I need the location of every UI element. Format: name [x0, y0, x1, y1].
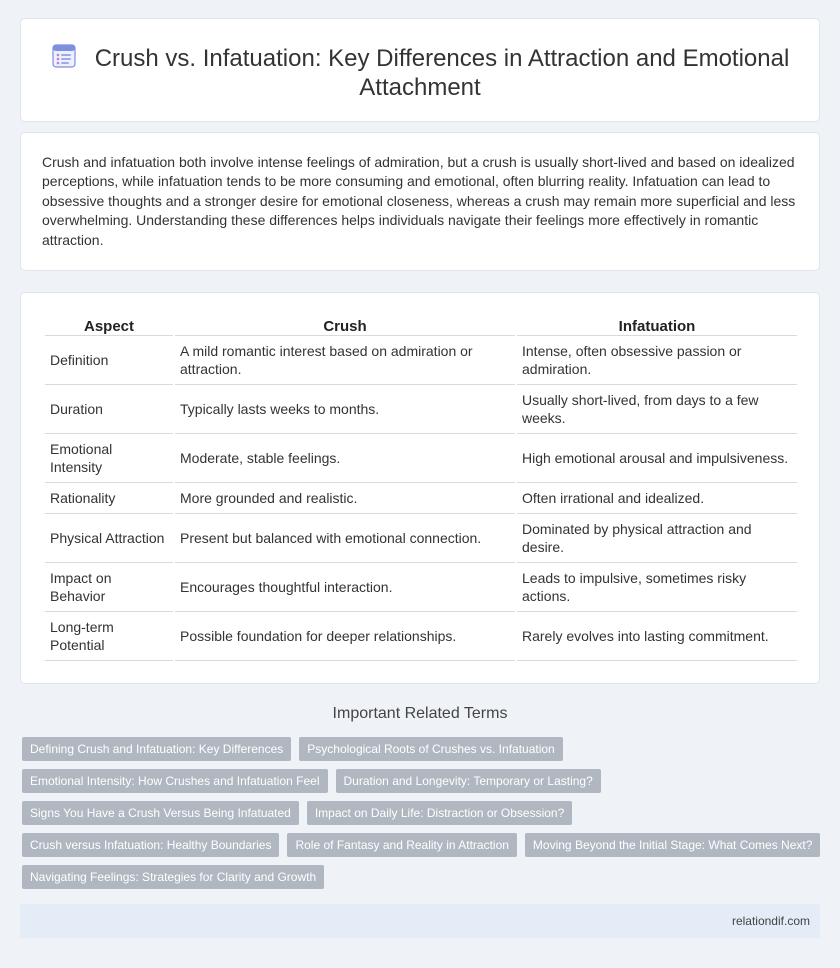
- cell-crush: Present but balanced with emotional connection.: [175, 514, 515, 563]
- cell-crush: Encourages thoughtful interaction.: [175, 563, 515, 612]
- related-term-tag[interactable]: Defining Crush and Infatuation: Key Differences: [22, 737, 291, 761]
- cell-infatuation: Rarely evolves into lasting commitment.: [517, 612, 797, 661]
- summary-card: [20, 132, 820, 271]
- header-infatuation: Infatuation: [517, 313, 797, 336]
- cell-infatuation: Intense, often obsessive passion or admiration.: [517, 336, 797, 385]
- cell-aspect: Long-term Potential: [45, 612, 173, 661]
- footer: [20, 904, 820, 938]
- table-header-row: [45, 313, 797, 336]
- table-row: [45, 336, 797, 385]
- cell-crush: Possible foundation for deeper relationships.: [175, 612, 515, 661]
- title-card: [20, 18, 820, 122]
- related-terms-list: [22, 737, 822, 897]
- related-term-tag[interactable]: Moving Beyond the Initial Stage: What Comes Next?: [525, 833, 820, 857]
- header-crush: Crush: [175, 313, 515, 336]
- related-term-tag[interactable]: Crush versus Infatuation: Healthy Boundaries: [22, 833, 279, 857]
- cell-aspect: Duration: [45, 385, 173, 434]
- summary-text: Crush and infatuation both involve intense feelings of admiration, but a crush is usually short-lived and based on idealized perceptions, while infatuation tends to be more consuming and emotional, often blurring reality. Infatuation can lead to obsessive thoughts and a stronger desire for emotional closeness, whereas a crush may remain more superficial and less overwhelming. Understanding these differences helps individuals navigate their feelings more effectively in romantic attraction.: [42, 154, 796, 248]
- related-term-tag[interactable]: Role of Fantasy and Reality in Attraction: [287, 833, 516, 857]
- related-term-tag[interactable]: Signs You Have a Crush Versus Being Infatuated: [22, 801, 299, 825]
- comparison-table: [43, 313, 799, 661]
- cell-infatuation: High emotional arousal and impulsiveness.: [517, 434, 797, 483]
- page-title: Crush vs. Infatuation: Key Differences in Attraction and Emotional Attachment: [94, 45, 790, 101]
- cell-infatuation: Dominated by physical attraction and desire.: [517, 514, 797, 563]
- cell-infatuation: Usually short-lived, from days to a few weeks.: [517, 385, 797, 434]
- related-term-tag[interactable]: Psychological Roots of Crushes vs. Infatuation: [299, 737, 562, 761]
- related-term-tag[interactable]: Navigating Feelings: Strategies for Clarity and Growth: [22, 865, 324, 889]
- comparison-card: [20, 292, 820, 684]
- cell-crush: A mild romantic interest based on admiration or attraction.: [175, 336, 515, 385]
- cell-aspect: Rationality: [45, 483, 173, 514]
- table-row: [45, 612, 797, 661]
- site-link[interactable]: relationdif.com: [731, 914, 810, 928]
- table-row: [45, 563, 797, 612]
- cell-aspect: Definition: [45, 336, 173, 385]
- table-row: [45, 385, 797, 434]
- cell-infatuation: Often irrational and idealized.: [517, 483, 797, 514]
- table-row: [45, 514, 797, 563]
- related-term-tag[interactable]: Emotional Intensity: How Crushes and Infatuation Feel: [22, 769, 328, 793]
- cell-aspect: Physical Attraction: [45, 514, 173, 563]
- related-term-tag[interactable]: Impact on Daily Life: Distraction or Obsession?: [307, 801, 572, 825]
- related-terms-heading: Important Related Terms: [332, 705, 508, 722]
- table-row: [45, 483, 797, 514]
- related-term-tag[interactable]: Duration and Longevity: Temporary or Lasting?: [336, 769, 601, 793]
- cell-crush: Typically lasts weeks to months.: [175, 385, 515, 434]
- document-list-icon: [51, 43, 77, 69]
- table-row: [45, 434, 797, 483]
- cell-aspect: Impact on Behavior: [45, 563, 173, 612]
- cell-aspect: Emotional Intensity: [45, 434, 173, 483]
- cell-crush: More grounded and realistic.: [175, 483, 515, 514]
- header-aspect: Aspect: [45, 313, 173, 336]
- cell-crush: Moderate, stable feelings.: [175, 434, 515, 483]
- cell-infatuation: Leads to impulsive, sometimes risky actions.: [517, 563, 797, 612]
